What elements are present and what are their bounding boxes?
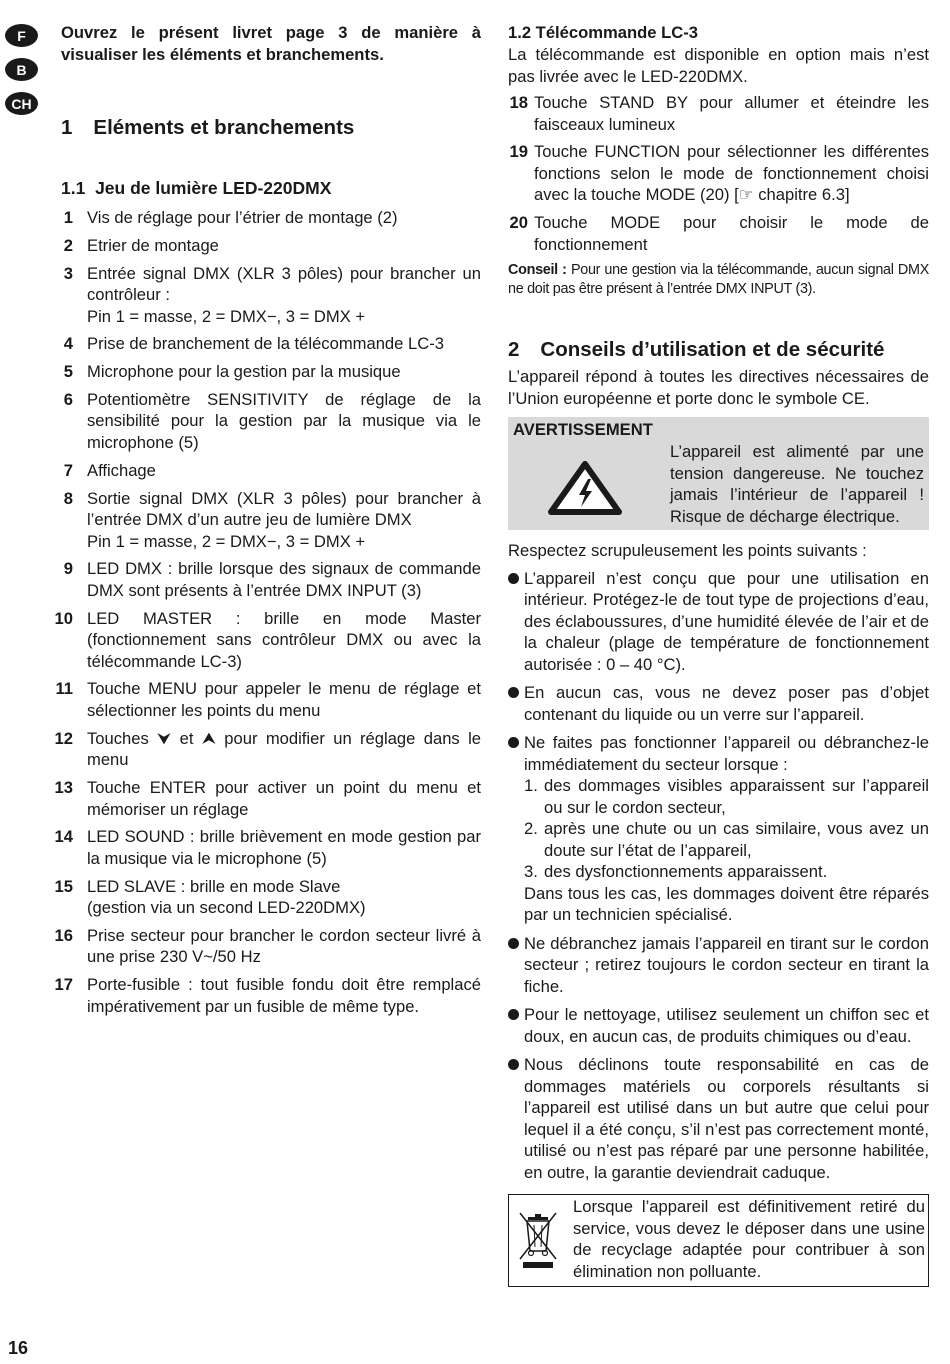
list-item: 1 Vis de réglage pour l’étrier de montage (2): [63, 208, 398, 227]
list-item: L’appareil n’est conçu que pour une utilisation en intérieur. Protégez-le de tout type de projections d’eau, des éclaboussures, d’une humidité élevée de l’air et de la chaleur (plage de température de fonctionnement autorisée : 0 – 40 °C).: [508, 568, 929, 676]
warning-text: L’appareil est alimenté par une tension dangereuse. Ne touchez jamais l’intérieur de l’appareil ! Risque de décharge électrique.: [670, 442, 924, 526]
section-1-1-title: Jeu de lumière LED-220DMX: [95, 178, 332, 198]
sub-list-after: Dans tous les cas, les dommages doivent être réparés par un technicien spécialisé.: [524, 883, 929, 925]
intro-text: Ouvrez le présent livret page 3 de manière à visualiser les éléments et branchements.: [61, 23, 481, 64]
bullet-icon: [508, 573, 519, 584]
section-1-number: 1: [61, 116, 73, 139]
language-badge-b: B: [5, 58, 38, 81]
section-1-1-heading: [61, 177, 481, 199]
section-1-heading: [61, 115, 481, 141]
list-item: Nous déclinons toute responsabilité en cas de dommages matériels ou corporels résultants si l’appareil est utilisé dans un but autre que celui pour lequel il a été conçu, s’il n’est pas correctement monté, utilisé ou n’est pas réparé par une personne habilitée, en outre, la garantie deviendrait caduque.: [508, 1054, 929, 1183]
section-1-title: Eléments et branchements: [93, 116, 355, 139]
warning-title: AVERTISSEMENT: [513, 420, 653, 440]
sub-list-item: 1. des dommages visibles apparaissent sur l’appareil ou sur le cordon secteur,: [524, 776, 929, 817]
list-item: 14 LED SOUND : brille brièvement en mode gestion par la musique via le microphone (5): [54, 827, 481, 868]
sub-list-item: 3. des dysfonctionnements apparaissent.: [524, 862, 828, 882]
remote-intro: La télécommande est disponible en option mais n’est pas livrée avec le LED-220DMX.: [508, 45, 929, 86]
list-item: Ne faites pas fonctionner l’appareil ou débranchez-le immédiatement du secteur lorsque : 1. des dommages visibles apparaissent sur l’appareil ou sur le cordon secteur, 2. après une chute ou un cas similaire, vous avez un doute sur l’état de l’appareil, 3. des dysfonctionnements apparaissent. Dans tous les cas, les dommages doivent être réparés par un technicien spécialisé.: [508, 732, 929, 926]
left-column: [54, 22, 481, 1024]
sub-list-item: 2. après une chute ou un cas similaire, vous avez un doute sur l’état de l’appareil,: [524, 819, 929, 860]
list-item: 9 LED DMX : brille lorsque des signaux de commande DMX sont présents à l’entrée DMX INPUT (3): [63, 559, 481, 600]
list-item: 4 Prise de branchement de la télécommande LC-3: [63, 334, 444, 354]
section-1-2-heading: 1.2 Télécommande LC-3: [508, 23, 698, 42]
bullet-icon: [508, 938, 519, 949]
list-item: 16 Prise secteur pour brancher le cordon secteur livré à une prise 230 V~/50 Hz: [54, 925, 481, 967]
section-2-heading: [508, 337, 929, 363]
sub-list: [524, 775, 929, 926]
list-item: 8 Sortie signal DMX (XLR 3 pôles) pour brancher à l’entrée DMX d’un autre jeu de lumière DMX Pin 1 = masse, 2 = DMX−, 3 = DMX +: [63, 488, 481, 551]
right-column: [508, 22, 929, 1287]
list-item: 19 Touche FUNCTION pour sélectionner les différentes fonctions selon le mode de fonctionnement choisi avec la touche MODE (20) [☞ chapitre 6.3]: [509, 142, 929, 205]
bullet-icon: [508, 1059, 519, 1070]
list-item: 5 Microphone pour la gestion par la musique: [63, 362, 401, 382]
list-item: 11 Touche MENU pour appeler le menu de réglage et sélectionner les points du menu: [55, 679, 481, 720]
list-item: 2 Etrier de montage: [63, 235, 219, 255]
crossed-bin-icon: [515, 1209, 561, 1271]
components-list: [54, 207, 481, 1017]
recycling-text: Lorsque l’appareil est définitivement retiré du service, vous devez le déposer dans une usine de recyclage adaptée pour contribuer à son élimination non polluante.: [573, 1197, 925, 1281]
list-item: 17 Porte-fusible : tout fusible fondu doit être remplacé impérativement par un fusible de même type.: [54, 975, 481, 1016]
list-item: 3 Entrée signal DMX (XLR 3 pôles) pour brancher un contrôleur : Pin 1 = masse, 2 = DMX−, 3 = DMX +: [63, 263, 481, 326]
page-number: 16: [8, 1338, 29, 1358]
bullet-icon: [508, 737, 519, 748]
high-voltage-warning-icon: [548, 461, 622, 515]
respect-text: Respectez scrupuleusement les points suivants :: [508, 541, 867, 561]
language-badge-f: F: [5, 24, 38, 47]
safety-list: [508, 568, 929, 1184]
list-item: 12 Touches ⮟ et ⮝ pour modifier un réglage dans le menu: [54, 728, 481, 770]
list-item: 15 LED SLAVE : brille en mode Slave (gestion via un second LED-220DMX): [54, 876, 366, 918]
list-item: 18 Touche STAND BY pour allumer et éteindre les faisceaux lumineux: [509, 93, 929, 134]
remote-list: [508, 92, 929, 255]
bullet-icon: [508, 1009, 519, 1020]
list-item: 10 LED MASTER : brille en mode Master (fonctionnement sans contrôleur DMX ou avec la télécommande LC-3): [54, 608, 481, 671]
section-2-title: Conseils d’utilisation et de sécurité: [540, 338, 885, 362]
section-1-1-number: 1.1: [61, 178, 86, 198]
section-2-number: 2: [508, 338, 520, 362]
list-item: Pour le nettoyage, utilisez seulement un chiffon sec et doux, en aucun cas, de produits chimiques ou d’eau.: [508, 1004, 929, 1047]
list-item: Ne débranchez jamais l’appareil en tirant sur le cordon secteur ; retirez toujours le cordon secteur en tirant la fiche.: [508, 933, 929, 998]
list-item: 13 Touche ENTER pour activer un point du menu et mémoriser un réglage: [54, 778, 481, 819]
recycling-notice: [508, 1194, 929, 1287]
section-2-intro: L’appareil répond à toutes les directives nécessaires de l’Union européenne et porte donc le symbole CE.: [508, 367, 929, 408]
warning-box: [508, 417, 929, 530]
list-item: 7 Affichage: [63, 460, 156, 480]
bullet-icon: [508, 687, 519, 698]
list-item: 20 Touche MODE pour choisir le mode de fonctionnement: [509, 213, 929, 254]
list-item: En aucun cas, vous ne devez poser pas d’objet contenant du liquide ou un verre sur l’appareil.: [508, 682, 929, 725]
list-item: 6 Potentiomètre SENSITIVITY de réglage de la sensibilité pour la gestion par la musique via le microphone (5): [63, 389, 481, 452]
language-badge-ch: CH: [5, 92, 38, 115]
tip-note: Conseil : Pour une gestion via la télécommande, aucun signal DMX ne doit pas être présent à l’entrée DMX INPUT (3).: [508, 262, 929, 298]
